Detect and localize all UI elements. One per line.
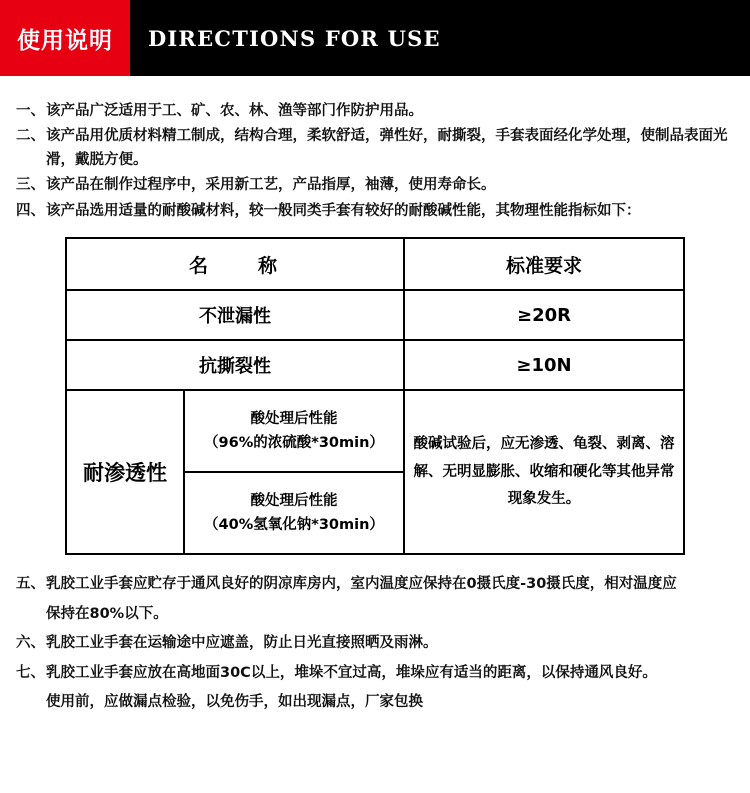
intro-item-2 [16, 125, 734, 172]
table-merged-subrow-2 [184, 472, 404, 554]
bottom-item-6 [16, 632, 734, 655]
spec-table-container [0, 237, 750, 555]
bottom-item-7-continuation: 使用前，应做漏点检验，以免伤手，如出现漏点，厂家包换 [46, 694, 423, 711]
intro-item-3-text: 该产品在制作过程序中，采用新工艺，产品指厚，袖薄，使用寿命长。 [46, 177, 496, 194]
table-row-2-value: ≥10N [404, 340, 684, 390]
table-row [66, 390, 684, 472]
header-chinese-title-block [0, 0, 130, 76]
header-english-title: DIRECTIONS FOR USE [148, 25, 441, 51]
table-merged-subrow-2-line2: （40%氢氧化钠*30min） [204, 517, 384, 534]
table-merged-subrow-1 [184, 390, 404, 472]
table-merged-subrow-2-line1: 酸处理后性能 [250, 492, 338, 509]
storage-section [0, 565, 750, 714]
intro-item-1-text: 该产品广泛适用于工、矿、农、林、渔等部门作防护用品。 [46, 103, 423, 119]
spec-table [65, 237, 685, 555]
table-header-row [66, 238, 684, 290]
bottom-item-7-text: 乳胶工业手套应放在高地面30C以上，堆垛不宜过高，堆垛应有适当的距离，以保持通风良好。 [46, 664, 657, 681]
bottom-item-6-number: 六、 [16, 635, 45, 652]
bottom-item-5 [16, 573, 734, 596]
intro-item-2-number: 二、 [16, 128, 45, 145]
intro-item-3-number: 三、 [16, 177, 45, 194]
bottom-item-5-text: 乳胶工业手套应贮存于通风良好的阴凉库房内，室内温度应保持在0摄氏度-30摄氏度，相对温度应 [46, 576, 677, 593]
bottom-item-7 [16, 662, 734, 685]
table-row [66, 290, 684, 340]
intro-item-1 [16, 100, 734, 123]
table-header-name: 名 称 [66, 238, 404, 290]
intro-item-4-number: 四、 [16, 202, 45, 219]
bottom-item-5-number: 五、 [16, 576, 45, 593]
intro-item-1-number: 一、 [16, 103, 45, 119]
table-merged-description: 酸碱试验后，应无渗透、龟裂、剥离、溶解、无明显膨胀、收缩和硬化等其他异常现象发生。 [404, 390, 684, 554]
table-row [66, 340, 684, 390]
intro-item-3 [16, 174, 734, 197]
bottom-item-6-text: 乳胶工业手套在运输途中应遮盖，防止日光直接照晒及雨淋。 [46, 635, 438, 652]
table-row-2-label: 抗撕裂性 [66, 340, 404, 390]
table-row-1-value: ≥20R [404, 290, 684, 340]
table-merged-subrow-1-line2: （96%的浓硫酸*30min） [204, 435, 384, 452]
intro-item-4-text: 该产品选用适量的耐酸碱材料，较一般同类手套有较好的耐酸碱性能，其物理性能指标如下： [46, 202, 641, 219]
header-banner [0, 0, 750, 76]
header-english-title-block [130, 0, 750, 76]
intro-item-4 [16, 200, 734, 223]
table-merged-subrow-1-line1: 酸处理后性能 [250, 410, 338, 427]
table-row-1-label: 不泄漏性 [66, 290, 404, 340]
bottom-item-7-number: 七、 [16, 664, 45, 681]
bottom-item-5-continuation: 保持在80%以下。 [46, 605, 168, 622]
intro-section [0, 76, 750, 223]
header-chinese-title: 使用说明 [17, 27, 113, 54]
table-header-standard: 标准要求 [404, 238, 684, 290]
table-merged-label: 耐渗透性 [66, 390, 184, 554]
intro-item-2-text: 该产品用优质材料精工制成，结构合理，柔软舒适，弹性好，耐撕裂，手套表面经化学处理，使制品表面光滑，戴脱方便。 [46, 128, 728, 168]
